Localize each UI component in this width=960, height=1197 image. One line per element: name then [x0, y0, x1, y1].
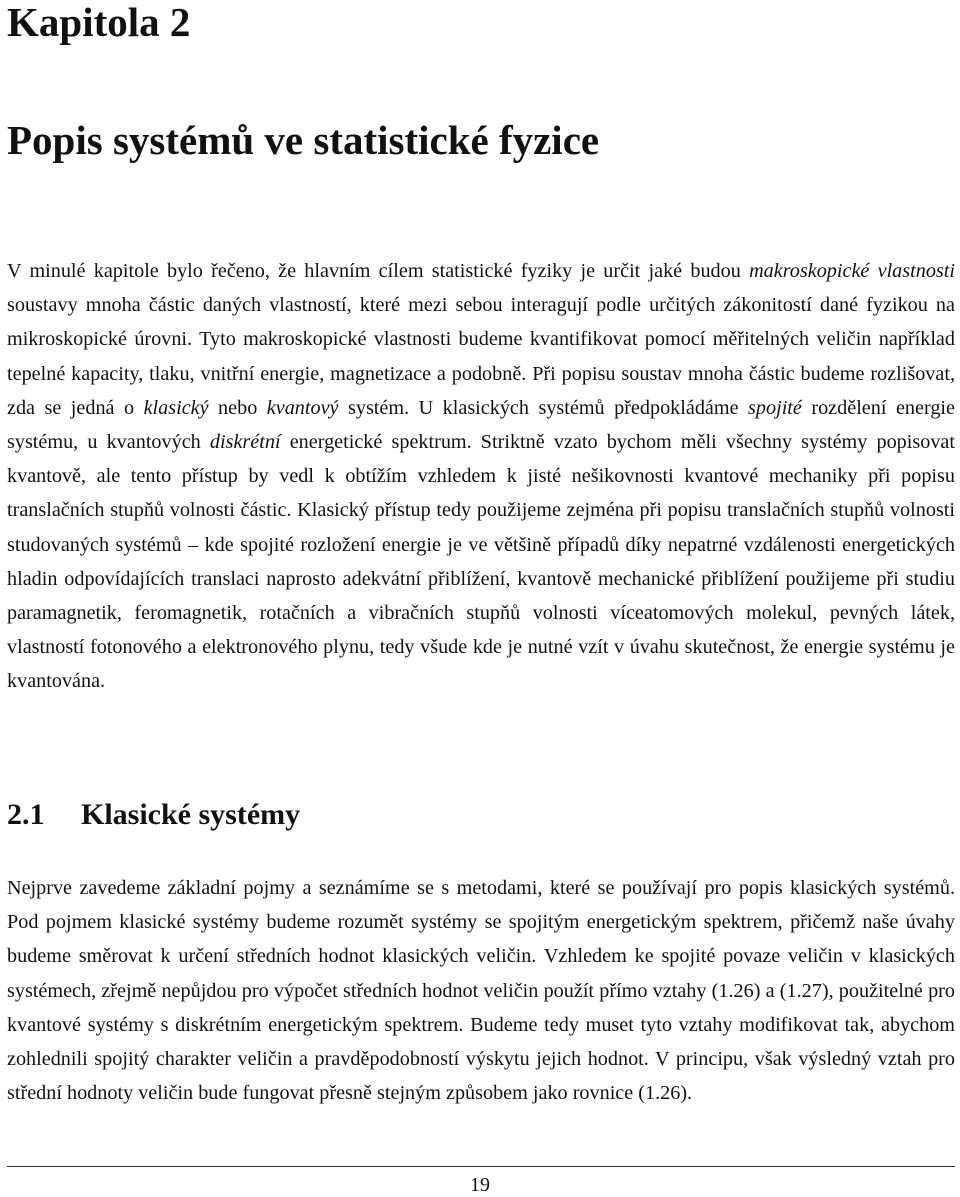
section-paragraph: Nejprve zavedeme základní pojmy a seznámíme se s metodami, které se používají pro popis klasických systémů. Pod pojmem klasické systémy budeme rozumět systémy se spojitým energetickým spektrem, přičemž naše úvahy budeme směrovat k určení středních hodnot klasických veličin. Vzhledem ke spojité povaze veličin v klasických systémech, zřejmě nepůjdou pro výpočet středních hodnot veličin použít přímo vztahy (1.26) a (1.27), použitelné pro kvantové systémy s diskrétním energetickým spektrem. Budeme tedy muset tyto vztahy modifikovat tak, abychom zohlednili spojitý charakter veličin a pravděpodobností výskytu jejich hodnot. V principu, však výsledný vztah pro střední hodnoty veličin bude fungovat přesně stejným způsobem jako rovnice (1.26). — [7, 877, 955, 1105]
emphasis-makroskopicke-vlastnosti: makroskopické vlastnosti — [749, 260, 956, 282]
intro-text-3: nebo — [208, 396, 267, 419]
intro-text-6: energetické spektrum. Striktně vzato bychom měli všechny systémy popisovat kvantově, ale tento přístup by vedl k obtížím vzhledem k jisté nešikovnosti kvantové mechaniky při popisu translačních stupňů volnosti částic. Klasický přístup tedy použijeme zejména při popisu translačních stupňů volnosti studovaných systémů – kde spojité rozložení energie je ve většině případů díky nepatrné vzdálenosti energetických hladin odpovídajících translaci naprosto adekvátní přiblížení, kvantově mechanické přiblížení použijeme při studiu paramagnetik, feromagnetik, rotačních a vibračních stupňů volnosti víceatomových molekul, pevných látek, vlastností fotonového a elektronového plynu, tedy všude kde je nutné vzít v úvahu skutečnost, že energie systému je kvantována. — [7, 431, 955, 693]
emphasis-spojite: spojité — [748, 396, 802, 419]
intro-text-2: soustavy mnoha částic daných vlastností, které mezi sebou interagují podle určitých zákonitostí dané fyzikou na mikroskopické úrovni. Tyto makroskopické vlastnosti budeme kvantifikovat pomocí měřitelných veličin například tepelné kapacity, tlaku, vnitřní energie, magnetizace a podobně. Při popisu soustav mnoha částic budeme rozlišovat, zda se jedná o — [7, 294, 955, 419]
page-number: 19 — [470, 1174, 490, 1196]
section-title: Klasické systémy — [81, 798, 301, 831]
chapter-title: Popis systémů ve statistické fyzice — [7, 117, 600, 163]
intro-paragraph — [7, 254, 955, 699]
emphasis-diskretni: diskrétní — [209, 431, 281, 454]
emphasis-kvantovy: kvantový — [266, 396, 339, 419]
chapter-label: Kapitola 2 — [7, 0, 191, 45]
section-heading — [7, 795, 300, 834]
intro-text-5: rozdělení energie systému, u kvantových — [7, 396, 955, 454]
footer-divider — [7, 1166, 955, 1167]
section-number: 2.1 — [7, 798, 45, 831]
intro-text-4: systém. U klasických systémů předpokládáme — [338, 396, 749, 419]
emphasis-klasicky: klasický — [143, 396, 209, 419]
intro-text-1: V minulé kapitole bylo řečeno, že hlavním cílem statistické fyziky je určit jaké budou — [7, 260, 750, 282]
